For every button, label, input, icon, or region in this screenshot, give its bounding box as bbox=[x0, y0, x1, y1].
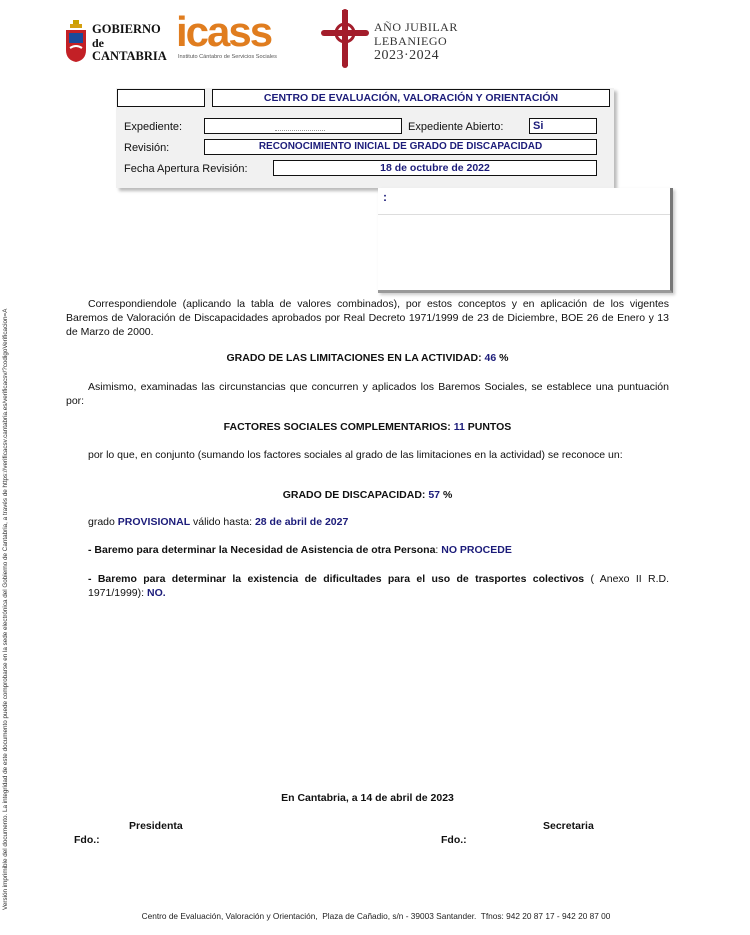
footer-address: Centro de Evaluación, Valoración y Orientación, Plaza de Cañadio, s/n - 39003 Santander. Tfnos: 942 20 87 17 - 942 20 87 00 bbox=[141, 911, 611, 921]
paragraph-valores-combinados: Correspondiendole (aplicando la tabla de valores combinados), por estos conceptos y en aplicación de los vigentes Baremos de Valoración de Discapacidades aprobados por Real Decreto 1971/1999 de 23 de Diciembre, BOE 26 de Enero y 13 de Marzo de 2000. bbox=[66, 298, 669, 338]
baremo-transportes-line bbox=[88, 572, 669, 600]
icass-logo bbox=[176, 8, 288, 64]
provisional-pre: grado bbox=[88, 516, 115, 528]
secretaria-title: Secretaria bbox=[543, 820, 594, 832]
center-title: CENTRO DE EVALUACIÓN, VALORACIÓN Y ORIENTACIÓN bbox=[263, 92, 559, 104]
paragraph-en-conjunto: por lo que, en conjunto (sumando los factores sociales al grado de las limitaciones en la actividad) se reconoce un: bbox=[88, 449, 623, 461]
expediente-field bbox=[204, 118, 402, 134]
provisional-value: PROVISIONAL bbox=[117, 516, 191, 528]
baremo2-value: NO. bbox=[146, 587, 166, 599]
expediente-abierto-value: Si bbox=[533, 120, 544, 132]
jubilee-line2: LEBANIEGO bbox=[374, 34, 448, 48]
limitaciones-label: GRADO DE LAS LIMITACIONES EN LA ACTIVIDAD: bbox=[226, 352, 482, 364]
place-date: En Cantabria, a 14 de abril de 2023 bbox=[281, 792, 454, 804]
limitaciones-actividad-line bbox=[66, 352, 669, 364]
baremo1-value: NO PROCEDE bbox=[441, 544, 512, 556]
expediente-abierto-field bbox=[529, 118, 597, 134]
vertical-verification-note: Versión imprimible del documento. La integridad de este documento puede comprobarse en la sede electrónica del Gobierno de Cantabria, a través de https://verificacsv.cantabria.es/verificacsv/?codigoVerificacion=A bbox=[2, 308, 9, 910]
fdo-left: Fdo.: bbox=[74, 834, 100, 846]
expediente-abierto-label: Expediente Abierto: bbox=[408, 121, 504, 133]
gobierno-cantabria-logo bbox=[64, 18, 167, 64]
baremo2-label: - Baremo para determinar la existencia de dificultades para el uso de trasportes colectivos bbox=[88, 573, 585, 585]
blank-code-box bbox=[117, 89, 205, 107]
baremo2-rest: ( Anexo II R.D. 1971/1999): bbox=[88, 573, 670, 599]
jubilee-line3: 2023·2024 bbox=[374, 48, 440, 63]
center-title-box bbox=[212, 89, 610, 107]
presidenta-title: Presidenta bbox=[129, 820, 183, 832]
factores-sociales-line bbox=[66, 421, 669, 433]
provisional-mid: válido hasta: bbox=[193, 516, 253, 528]
limitaciones-unit: % bbox=[499, 352, 509, 364]
expediente-redacted bbox=[275, 130, 325, 131]
fecha-apertura-field bbox=[273, 160, 597, 176]
grado-label: GRADO DE DISCAPACIDAD: bbox=[282, 489, 426, 501]
gov-line1: GOBIERNO bbox=[92, 22, 161, 36]
baremo-asistencia-line: - Baremo para determinar la Necesidad de Asistencia de otra Persona: NO PROCEDE bbox=[88, 544, 512, 556]
revision-field bbox=[204, 139, 597, 155]
side-blank-panel bbox=[378, 188, 673, 293]
icass-subtitle: Instituto Cántabro de Servicios Sociales bbox=[178, 54, 277, 60]
gov-line2: de bbox=[92, 36, 104, 50]
jubilee-line1: AÑO JUBILAR bbox=[374, 20, 458, 34]
factores-value: 11 bbox=[453, 421, 465, 433]
factores-label: FACTORES SOCIALES COMPLEMENTARIOS: bbox=[223, 421, 451, 433]
gov-line3: CANTABRIA bbox=[92, 49, 167, 63]
fecha-apertura-value: 18 de octubre de 2022 bbox=[380, 162, 490, 174]
side-panel-mark: : bbox=[383, 190, 387, 204]
provisional-date: 28 de abril de 2027 bbox=[254, 516, 349, 528]
fecha-apertura-label: Fecha Apertura Revisión: bbox=[124, 163, 248, 175]
paragraph-baremos-sociales: Asimismo, examinadas las circunstancias que concurren y aplicados los Baremos Sociales, se establece una puntuación por: bbox=[66, 381, 669, 407]
lebaniego-cross-icon bbox=[320, 8, 370, 68]
coat-of-arms-icon bbox=[64, 20, 88, 62]
provisional-line bbox=[88, 516, 348, 528]
ano-jubilar-logo bbox=[320, 8, 460, 68]
grado-value: 57 bbox=[428, 489, 441, 501]
revision-label: Revisión: bbox=[124, 142, 170, 154]
baremo1-label: - Baremo para determinar la Necesidad de Asistencia de otra Persona bbox=[88, 544, 436, 556]
factores-unit: PUNTOS bbox=[467, 421, 512, 433]
grado-discapacidad-line bbox=[66, 489, 669, 501]
limitaciones-value: 46 bbox=[484, 352, 497, 364]
side-panel-divider bbox=[378, 214, 670, 215]
revision-value: RECONOCIMIENTO INICIAL DE GRADO DE DISCAPACIDAD bbox=[258, 141, 543, 152]
grado-unit: % bbox=[442, 489, 453, 501]
icass-wordmark: icass bbox=[176, 8, 272, 55]
fdo-right: Fdo.: bbox=[441, 834, 467, 846]
expediente-label: Expediente: bbox=[124, 121, 183, 133]
